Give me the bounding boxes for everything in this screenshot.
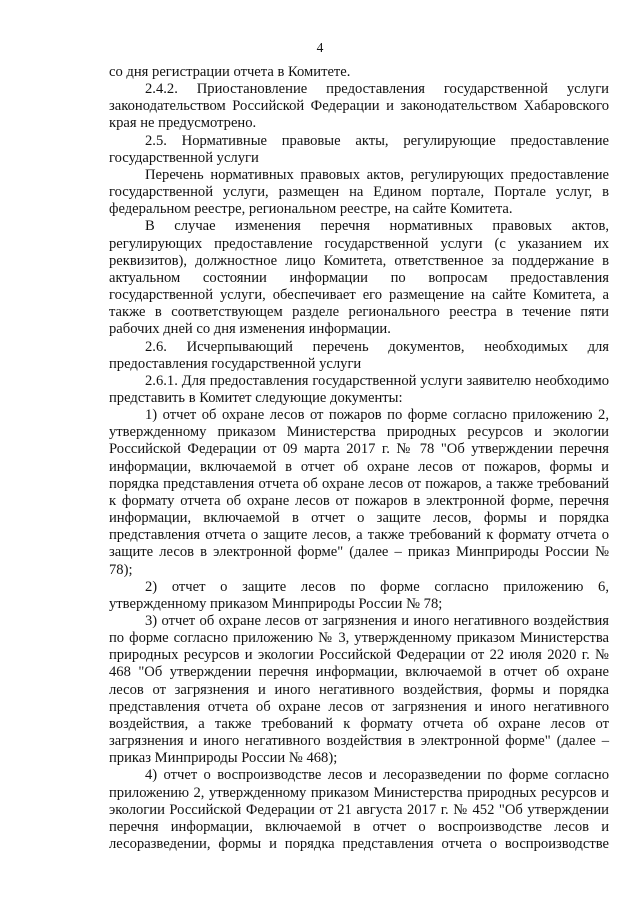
section-heading-2-5: 2.5. Нормативные правовые акты, регулирующие предоставление государственной услуги bbox=[109, 132, 609, 166]
paragraph-continuation: со дня регистрации отчета в Комитете. bbox=[109, 64, 351, 80]
list-item-4: 4) отчет о воспроизводстве лесов и лесоразведении по форме согласно приложению 2, утвержденному приказом Министерства природных ресурсов и экологии Российской Федерации от 21 августа 2017 г. № 452 "Об утверждении перечня информации, включаемой в отчет о воспроизводстве лесов и лесоразведении, формы и порядка представления отчета о воспроизводстве bbox=[109, 767, 609, 853]
paragraph-legal-acts-list: Перечень нормативных правовых актов, регулирующих предоставление государственной услуги, размещен на Едином портале, Портале услуг, в федеральном реестре, региональном реестре, на сайте Комитета. bbox=[109, 166, 609, 218]
document-body bbox=[109, 64, 609, 853]
paragraph-legal-acts-changes: В случае изменения перечня нормативных правовых актов, регулирующих предоставление государственной услуги (с указанием их реквизитов), должностное лицо Комитета, ответственное за поддержание в актуальном состоянии информации по вопросам предоставления государственной услуги, обеспечивает его размещение на сайте Комитета, а также в соответствующем разделе регионального реестра в течение пяти рабочих дней со дня изменения информации. bbox=[109, 218, 609, 338]
paragraph-2-4-2: 2.4.2. Приостановление предоставления государственной услуги законодательством Российской Федерации и законодательством Хабаровского края не предусмотрено. bbox=[109, 81, 609, 132]
list-item-2: 2) отчет о защите лесов по форме согласно приложению 6, утвержденному приказом Минприроды России № 78; bbox=[109, 578, 609, 612]
list-item-3: 3) отчет об охране лесов от загрязнения и иного негативного воздействия по форме согласно приложению № 3, утвержденному приказом Министерства природных ресурсов и экологии Российской Федерации от 22 июля 2020 г. № 468 "Об утверждении перечня информации, включаемой в отчет об охране лесов от загрязнения и иного негативного воздействия, формы и порядка представления отчета об охране лесов от загрязнения и иного негативного воздействия, а также требований к формату отчета об охране лесов от загрязнения и иного негативного воздействия в электронной форме" (далее – приказ Минприроды России № 468); bbox=[109, 613, 609, 767]
section-heading-2-6: 2.6. Исчерпывающий перечень документов, необходимых для предоставления государственной услуги bbox=[109, 338, 609, 372]
list-item-1: 1) отчет об охране лесов от пожаров по форме согласно приложению 2, утвержденному приказом Министерства природных ресурсов и экологии Российской Федерации от 09 марта 2017 г. № 78 "Об утверждении перечня информации, включаемой в отчет об охране лесов от пожаров, формы и порядка представления отчета об охране лесов от пожаров, а также требований к формату отчета об охране лесов от пожаров в электронной форме, перечня информации, включаемой в отчет о защите лесов, формы и порядка представления отчета о защите лесов, а также требований к формату отчета о защите лесов в электронной форме" (далее – приказ Минприроды России № 78); bbox=[109, 407, 609, 578]
paragraph-2-6-1: 2.6.1. Для предоставления государственной услуги заявителю необходимо представить в Комитет следующие документы: bbox=[109, 372, 609, 406]
page-number: 4 bbox=[316, 40, 324, 55]
